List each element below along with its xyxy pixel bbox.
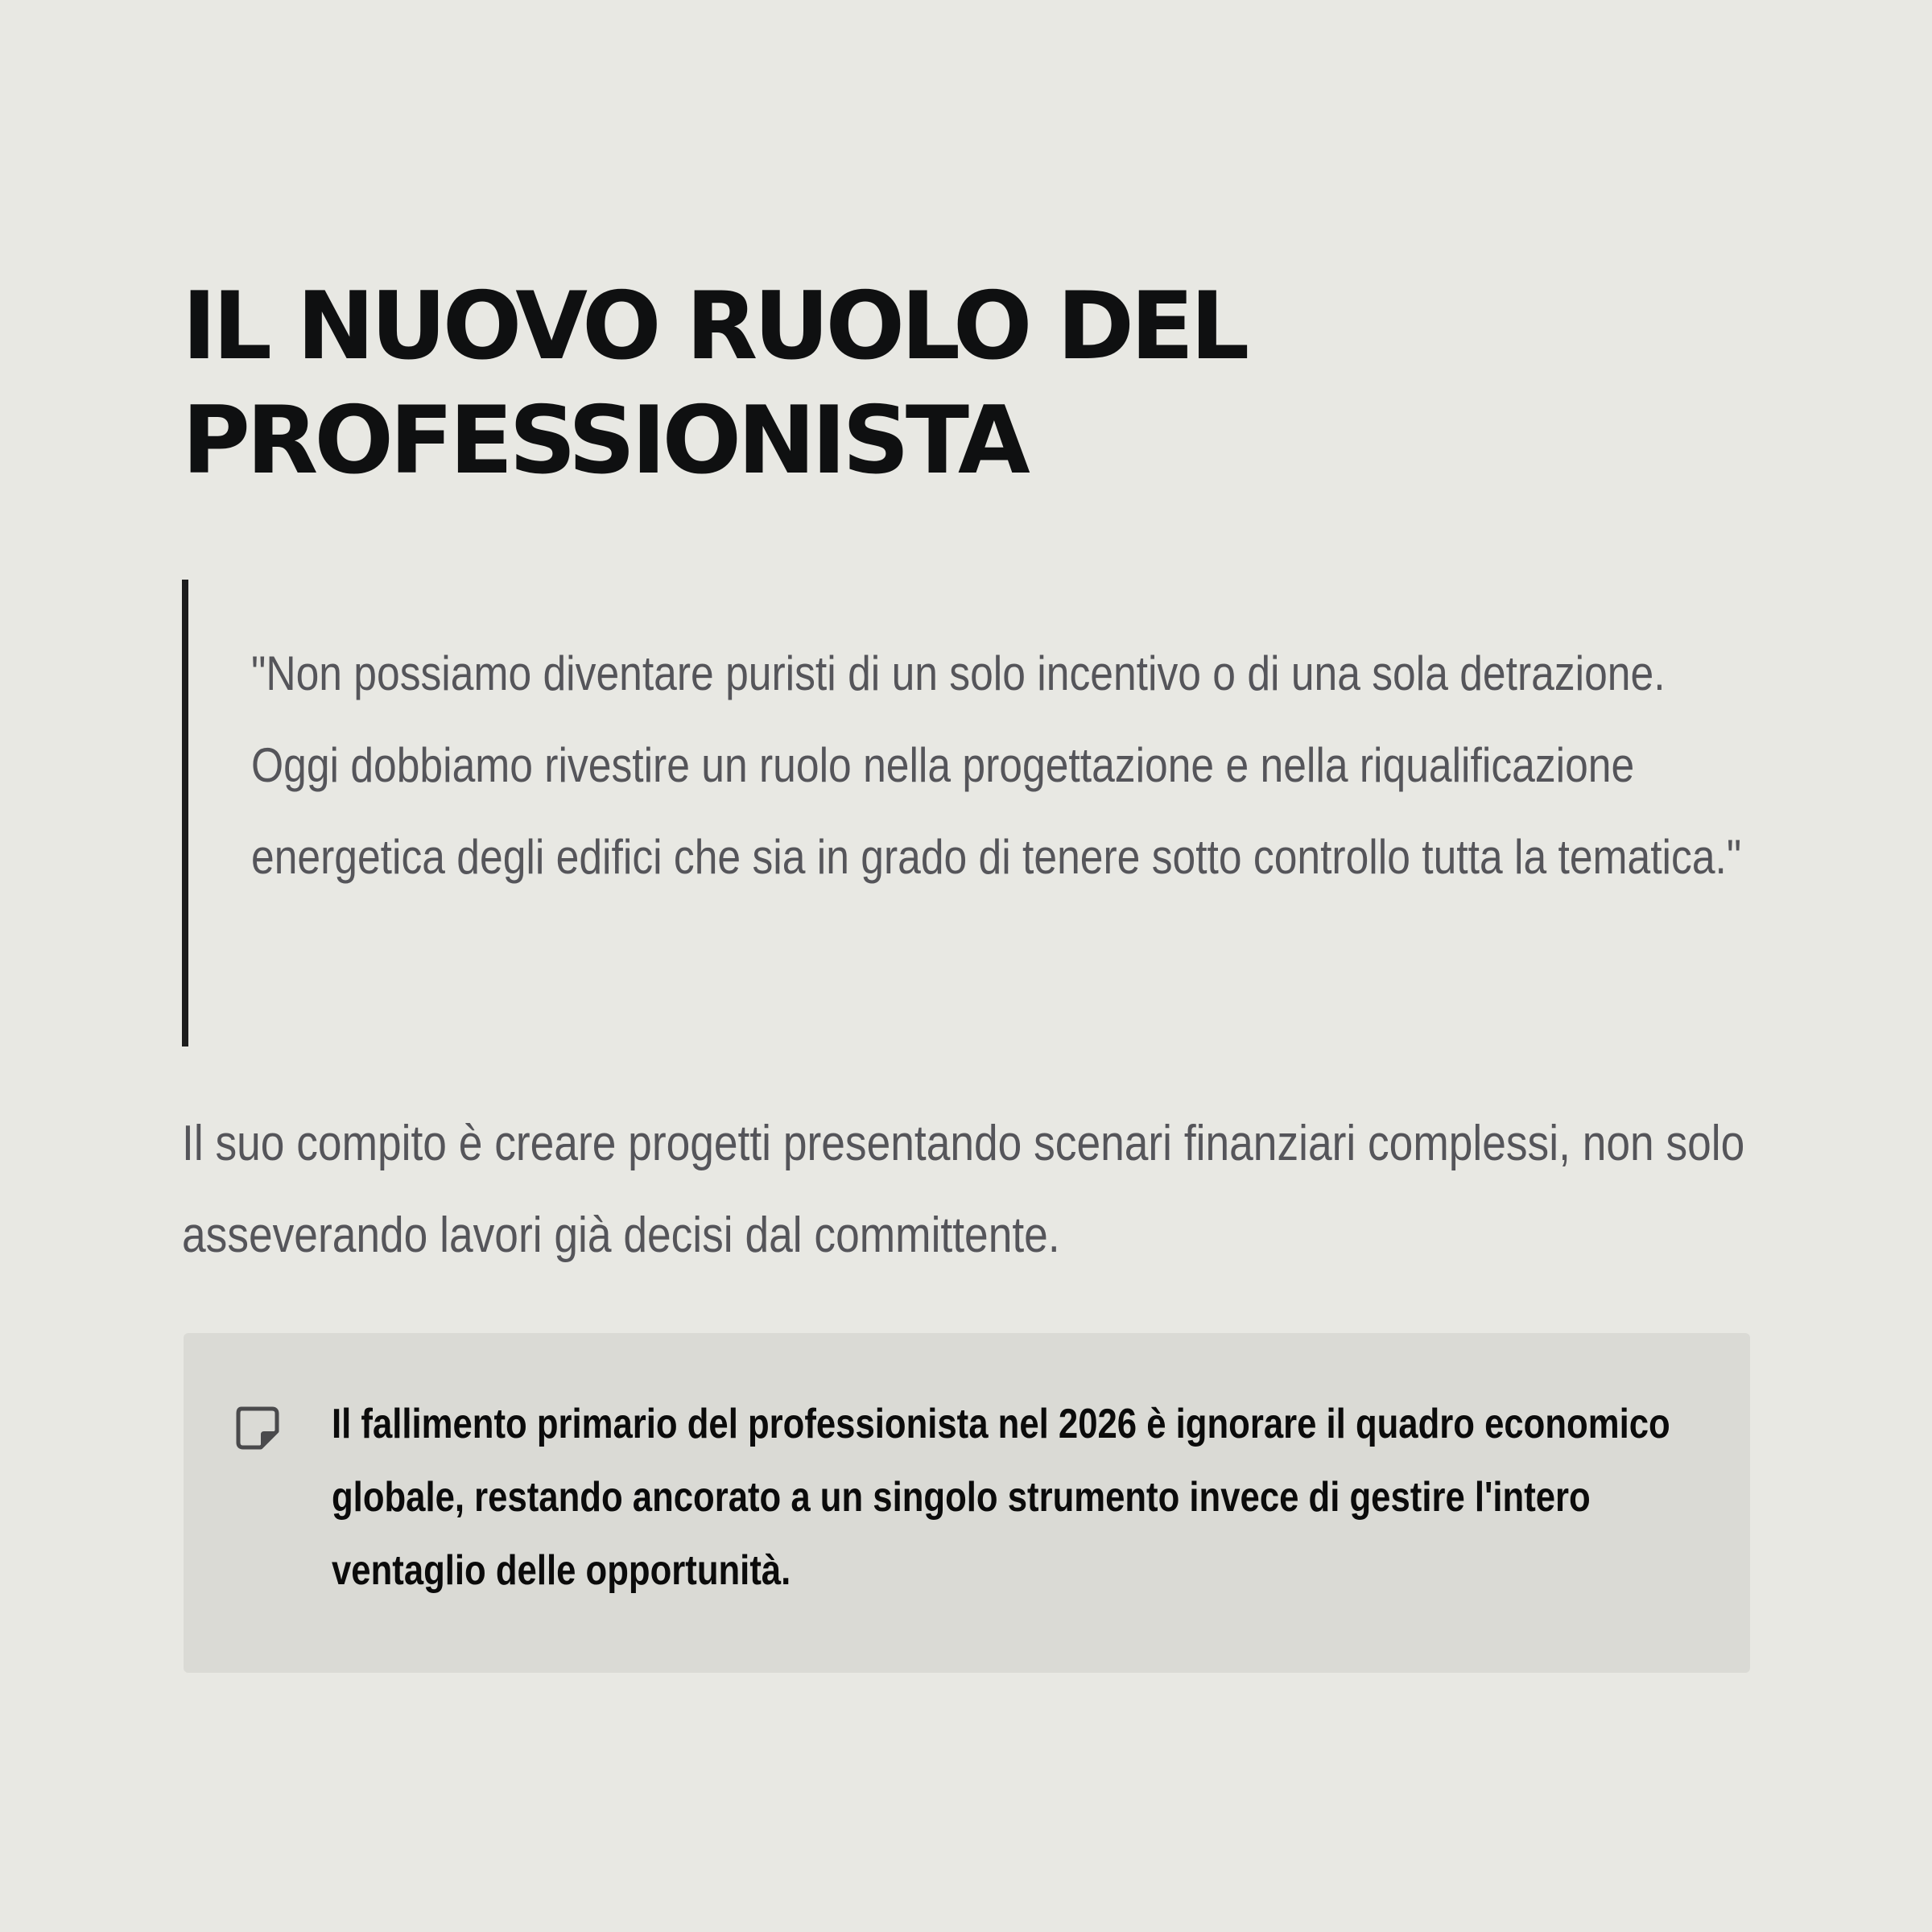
body-paragraph: Il suo compito è creare progetti presentando scenari finanziari complessi, non solo asseverando lavori già decisi dal committente. (182, 1116, 1745, 1263)
callout-text: Il fallimento primario del professionista nel 2026 è ignorare il quadro economico globale, restando ancorato a un singolo strumento invece di gestire l'intero ventaglio delle opportunità. (332, 1401, 1670, 1594)
sticky-note-icon (235, 1406, 280, 1451)
blockquote (182, 580, 1744, 1046)
callout-box (184, 1333, 1750, 1673)
quote-text: "Non possiamo diventare puristi di un solo incentivo o di una sola detrazione. Oggi dobbiamo rivestire un ruolo nella progettazione e nella riqualificazione energetica degli edifici che sia in grado di tenere sotto controllo tutta la tematica." (251, 646, 1742, 884)
page-title: IL NUOVO RUOLO DEL PROFESSIONISTA (182, 272, 1246, 495)
